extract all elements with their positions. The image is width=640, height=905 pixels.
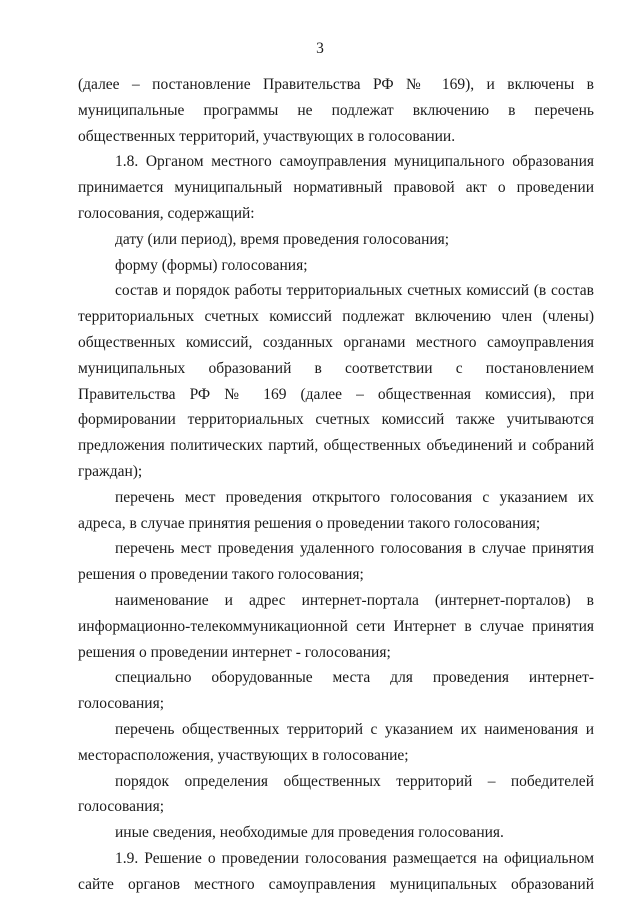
list-item: форму (формы) голосования; — [115, 256, 308, 274]
paragraph: (далее – постановление Правительства РФ № 169), и включены в муниципальные программы не подлежат включению в перечень общественных территорий, участвующих в голосовании. — [78, 76, 594, 145]
list-item: иные сведения, необходимые для проведения голосования. — [115, 824, 504, 842]
list-item: порядок определения общественных территорий – победителей голосования; — [78, 772, 594, 816]
list-item: перечень общественных территорий с указанием их наименования и месторасположения, участвующих в голосование; — [78, 720, 594, 764]
page-number: 3 — [316, 40, 324, 57]
list-item: состав и порядок работы территориальных счетных комиссий (в состав территориальных счетных комиссий подлежат включению член (члены) общественных комиссий, созданных органами местного самоуправления муниципальных образований в соответствии с постановлением Правительства РФ № 169 (далее – общественная комиссия), при формировании территориальных счетных комиссий также учитываются предложения политических партий, общественных объединений и собраний граждан); — [78, 282, 594, 480]
list-item: перечень мест проведения открытого голосования с указанием их адреса, в случае принятия решения о проведении такого голосования; — [78, 488, 594, 532]
list-item: наименование и адрес интернет-портала (интернет-порталов) в информационно-телекоммуникационной сети Интернет в случае принятия решения о проведении интернет - голосования; — [78, 591, 594, 661]
list-item: дату (или период), время проведения голосования; — [115, 230, 450, 248]
document-body — [78, 72, 594, 898]
paragraph: 1.8. Органом местного самоуправления муниципального образования принимается муниципальный нормативный правовой акт о проведении голосования, содержащий: — [78, 153, 594, 222]
list-item: специально оборудованные места для проведения интернет-голосования; — [78, 669, 594, 713]
paragraph: 1.9. Решение о проведении голосования размещается на официальном сайте органов местного самоуправления муниципальных образований — [78, 849, 594, 893]
list-item: перечень мест проведения удаленного голосования в случае принятия решения о проведении такого голосования; — [78, 540, 594, 584]
